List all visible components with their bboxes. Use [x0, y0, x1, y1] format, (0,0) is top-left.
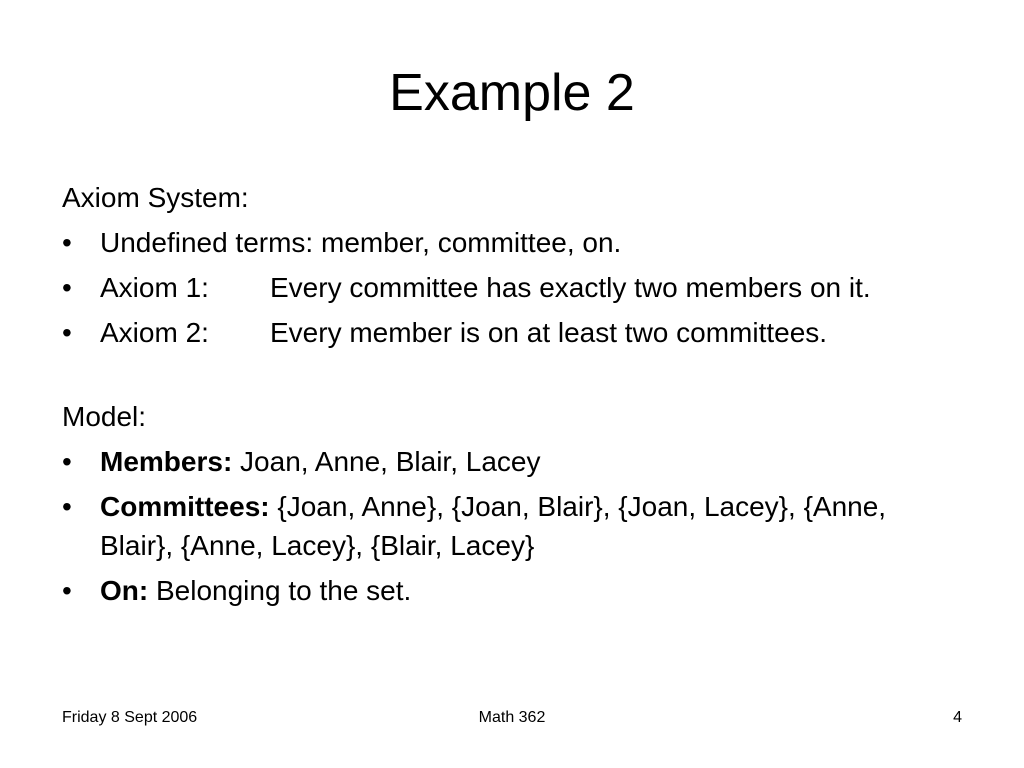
list-item: [62, 268, 962, 307]
list-item: [62, 571, 962, 610]
slide-title: Example 2: [389, 64, 635, 122]
axiom-system-heading: Axiom System:: [62, 182, 249, 213]
slide-body: [62, 178, 962, 610]
bullet-icon: •: [62, 272, 72, 303]
list-item: [62, 223, 962, 262]
axiom-2-text: Every member is on at least two committees.: [270, 317, 828, 348]
model-list: [62, 442, 962, 610]
footer-course: Math 362: [478, 709, 546, 726]
list-item: [62, 442, 962, 481]
bullet-icon: •: [62, 446, 72, 477]
axiom-2-label: Axiom 2:: [100, 317, 209, 348]
undefined-terms-text: Undefined terms: member, committee, on.: [100, 227, 622, 258]
on-text: Belonging to the set.: [156, 575, 412, 606]
committees-text: {Joan, Anne}, {Joan, Blair}, {Joan, Lacey}, {Anne, Blair}, {Anne, Lacey}, {Blair, Lacey}: [100, 491, 887, 561]
bullet-icon: •: [62, 491, 72, 522]
axiom-1-label: Axiom 1:: [100, 272, 209, 303]
axiom-1-text: Every committee has exactly two members on it.: [270, 272, 871, 303]
members-label: Members:: [100, 446, 233, 477]
axiom-list: [62, 223, 962, 352]
committees-label: Committees:: [100, 491, 270, 522]
bullet-icon: •: [62, 227, 72, 258]
bullet-icon: •: [62, 575, 72, 606]
bullet-icon: •: [62, 317, 72, 348]
members-text: Joan, Anne, Blair, Lacey: [240, 446, 541, 477]
section-spacer: [62, 352, 962, 397]
footer-page-number: 4: [953, 709, 962, 726]
footer-date: Friday 8 Sept 2006: [62, 709, 198, 726]
list-item: [62, 487, 962, 565]
on-label: On:: [100, 575, 149, 606]
model-heading: Model:: [62, 401, 147, 432]
list-item: [62, 313, 962, 352]
